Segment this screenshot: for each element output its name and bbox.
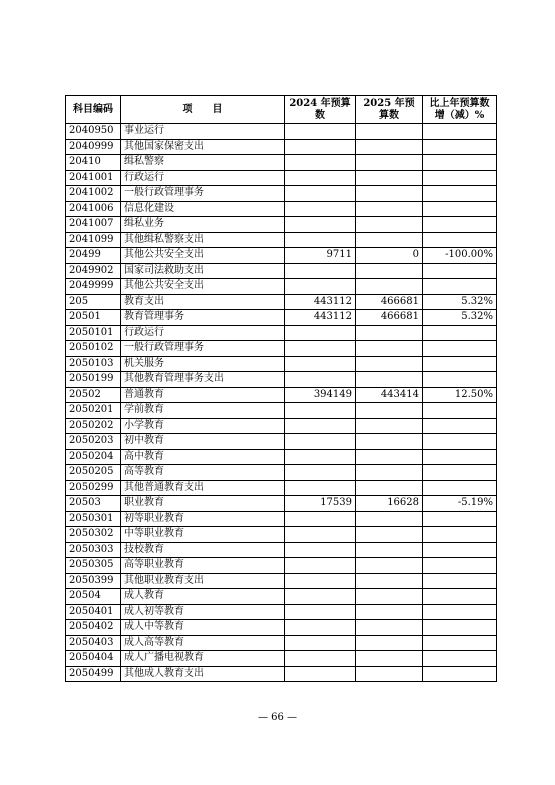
cell-change-percent [423, 341, 497, 357]
cell-change-percent [423, 325, 497, 341]
cell-code: 2050202 [66, 418, 121, 434]
cell-2024-budget [285, 558, 356, 574]
table-row [66, 527, 497, 543]
cell-2025-budget [356, 465, 423, 481]
cell-2024-budget: 9711 [285, 248, 356, 264]
cell-2024-budget: 394149 [285, 387, 356, 403]
cell-code: 2050302 [66, 527, 121, 543]
cell-change-percent [423, 186, 497, 202]
cell-item: 小学教育 [121, 418, 285, 434]
table-row [66, 139, 497, 155]
table-row [66, 248, 497, 264]
cell-2024-budget [285, 232, 356, 248]
cell-code: 2050305 [66, 558, 121, 574]
cell-2025-budget [356, 635, 423, 651]
cell-code: 2050299 [66, 480, 121, 496]
cell-change-percent [423, 155, 497, 171]
cell-change-percent: 5.32% [423, 294, 497, 310]
cell-change-percent [423, 465, 497, 481]
cell-2024-budget [285, 186, 356, 202]
table-row [66, 604, 497, 620]
cell-change-percent [423, 558, 497, 574]
cell-item: 教育管理事务 [121, 310, 285, 326]
cell-2025-budget [356, 325, 423, 341]
table-row [66, 496, 497, 512]
cell-2025-budget [356, 449, 423, 465]
cell-code: 2050499 [66, 666, 121, 682]
cell-change-percent [423, 279, 497, 295]
cell-2024-budget [285, 434, 356, 450]
cell-2024-budget [285, 666, 356, 682]
cell-2025-budget [356, 666, 423, 682]
header-2024-budget: 2024 年预算数 [285, 96, 356, 124]
cell-2024-budget [285, 139, 356, 155]
cell-2024-budget [285, 325, 356, 341]
cell-2025-budget [356, 170, 423, 186]
table-row [66, 372, 497, 388]
cell-2025-budget [356, 511, 423, 527]
cell-code: 2050301 [66, 511, 121, 527]
header-change-percent: 比上年预算数增（减）% [423, 96, 497, 124]
cell-item: 缉私警察 [121, 155, 285, 171]
cell-item: 普通教育 [121, 387, 285, 403]
cell-code: 2041006 [66, 201, 121, 217]
header-2025-budget: 2025 年预算数 [356, 96, 423, 124]
cell-2024-budget [285, 651, 356, 667]
table-row [66, 325, 497, 341]
cell-2025-budget [356, 434, 423, 450]
cell-change-percent [423, 139, 497, 155]
cell-2025-budget [356, 186, 423, 202]
cell-code: 2041007 [66, 217, 121, 233]
cell-2025-budget [356, 155, 423, 171]
cell-2024-budget [285, 589, 356, 605]
cell-code: 2050204 [66, 449, 121, 465]
cell-item: 缉私业务 [121, 217, 285, 233]
cell-2025-budget [356, 589, 423, 605]
cell-2024-budget [285, 418, 356, 434]
table-row [66, 558, 497, 574]
cell-change-percent [423, 372, 497, 388]
cell-change-percent [423, 403, 497, 419]
cell-2024-budget: 443112 [285, 310, 356, 326]
table-row [66, 434, 497, 450]
cell-2024-budget [285, 155, 356, 171]
cell-change-percent [423, 651, 497, 667]
cell-change-percent [423, 356, 497, 372]
cell-2024-budget [285, 217, 356, 233]
cell-code: 2049902 [66, 263, 121, 279]
cell-item: 初中教育 [121, 434, 285, 450]
cell-code: 20410 [66, 155, 121, 171]
table-row [66, 418, 497, 434]
cell-2025-budget: 443414 [356, 387, 423, 403]
cell-change-percent: -5.19% [423, 496, 497, 512]
cell-2024-budget [285, 527, 356, 543]
cell-item: 高等教育 [121, 465, 285, 481]
cell-code: 2050399 [66, 573, 121, 589]
cell-item: 一般行政管理事务 [121, 186, 285, 202]
cell-item: 事业运行 [121, 124, 285, 140]
cell-2024-budget [285, 573, 356, 589]
cell-item: 初等职业教育 [121, 511, 285, 527]
cell-change-percent [423, 232, 497, 248]
cell-2025-budget [356, 139, 423, 155]
cell-2025-budget [356, 418, 423, 434]
cell-2025-budget [356, 620, 423, 636]
cell-2025-budget: 466681 [356, 310, 423, 326]
cell-code: 2041099 [66, 232, 121, 248]
cell-code: 2050404 [66, 651, 121, 667]
table-row [66, 279, 497, 295]
cell-2024-budget [285, 372, 356, 388]
cell-change-percent [423, 449, 497, 465]
table-row [66, 465, 497, 481]
cell-change-percent [423, 170, 497, 186]
table-row [66, 573, 497, 589]
cell-2024-budget [285, 279, 356, 295]
cell-2024-budget [285, 480, 356, 496]
table-row [66, 341, 497, 357]
cell-code: 2049999 [66, 279, 121, 295]
page-number: — 66 — [257, 712, 298, 723]
table-row [66, 651, 497, 667]
table-row [66, 511, 497, 527]
cell-code: 2040999 [66, 139, 121, 155]
cell-change-percent [423, 263, 497, 279]
cell-2024-budget [285, 403, 356, 419]
cell-code: 2041002 [66, 186, 121, 202]
table-row [66, 232, 497, 248]
cell-change-percent [423, 480, 497, 496]
cell-2024-budget [285, 465, 356, 481]
table-row [66, 294, 497, 310]
cell-item: 行政运行 [121, 325, 285, 341]
cell-item: 成人教育 [121, 589, 285, 605]
cell-code: 20504 [66, 589, 121, 605]
cell-2024-budget [285, 124, 356, 140]
cell-code: 2041001 [66, 170, 121, 186]
cell-2025-budget: 466681 [356, 294, 423, 310]
cell-change-percent [423, 635, 497, 651]
cell-2024-budget [285, 263, 356, 279]
cell-2025-budget [356, 217, 423, 233]
cell-item: 成人中等教育 [121, 620, 285, 636]
cell-item: 教育支出 [121, 294, 285, 310]
cell-change-percent [423, 542, 497, 558]
cell-2024-budget: 443112 [285, 294, 356, 310]
cell-2025-budget [356, 604, 423, 620]
cell-code: 2050103 [66, 356, 121, 372]
cell-2025-budget [356, 372, 423, 388]
cell-item: 职业教育 [121, 496, 285, 512]
cell-2025-budget [356, 651, 423, 667]
cell-2025-budget [356, 356, 423, 372]
cell-code: 2050203 [66, 434, 121, 450]
cell-item: 行政运行 [121, 170, 285, 186]
table-row [66, 480, 497, 496]
cell-code: 2050303 [66, 542, 121, 558]
cell-2024-budget [285, 201, 356, 217]
table-row [66, 201, 497, 217]
table-row [66, 155, 497, 171]
cell-2024-budget [285, 511, 356, 527]
cell-code: 2050205 [66, 465, 121, 481]
cell-2024-budget [285, 170, 356, 186]
table-row [66, 310, 497, 326]
cell-item: 信息化建设 [121, 201, 285, 217]
cell-code: 2050402 [66, 620, 121, 636]
cell-item: 其他职业教育支出 [121, 573, 285, 589]
cell-item: 高等职业教育 [121, 558, 285, 574]
cell-item: 其他公共安全支出 [121, 248, 285, 264]
cell-2025-budget [356, 341, 423, 357]
cell-change-percent [423, 511, 497, 527]
header-item: 项 目 [121, 96, 285, 124]
cell-change-percent [423, 201, 497, 217]
table-row [66, 403, 497, 419]
table-header [66, 96, 497, 124]
cell-item: 成人初等教育 [121, 604, 285, 620]
cell-change-percent [423, 418, 497, 434]
cell-item: 国家司法救助支出 [121, 263, 285, 279]
cell-code: 2050403 [66, 635, 121, 651]
cell-change-percent [423, 573, 497, 589]
cell-code: 2050199 [66, 372, 121, 388]
cell-change-percent [423, 666, 497, 682]
budget-table [65, 95, 497, 682]
cell-2025-budget [356, 542, 423, 558]
cell-code: 2050102 [66, 341, 121, 357]
cell-2025-budget [356, 201, 423, 217]
cell-2024-budget [285, 449, 356, 465]
header-code: 科目编码 [66, 96, 121, 124]
table-row [66, 449, 497, 465]
cell-change-percent: 5.32% [423, 310, 497, 326]
cell-change-percent [423, 620, 497, 636]
cell-item: 高中教育 [121, 449, 285, 465]
cell-item: 成人高等教育 [121, 635, 285, 651]
cell-item: 一般行政管理事务 [121, 341, 285, 357]
cell-2024-budget [285, 620, 356, 636]
cell-2025-budget [356, 232, 423, 248]
table-row [66, 542, 497, 558]
table-body [66, 124, 497, 682]
cell-2024-budget [285, 356, 356, 372]
cell-item: 其他国家保密支出 [121, 139, 285, 155]
table-row [66, 263, 497, 279]
table-row [66, 620, 497, 636]
cell-code: 20502 [66, 387, 121, 403]
cell-2025-budget [356, 527, 423, 543]
cell-2025-budget [356, 558, 423, 574]
cell-item: 技校教育 [121, 542, 285, 558]
cell-2024-budget [285, 604, 356, 620]
cell-item: 中等职业教育 [121, 527, 285, 543]
table-row [66, 589, 497, 605]
cell-item: 成人广播电视教育 [121, 651, 285, 667]
table-row [66, 186, 497, 202]
cell-item: 机关服务 [121, 356, 285, 372]
cell-2025-budget [356, 263, 423, 279]
cell-code: 20503 [66, 496, 121, 512]
cell-code: 205 [66, 294, 121, 310]
cell-code: 2050101 [66, 325, 121, 341]
cell-item: 学前教育 [121, 403, 285, 419]
cell-2024-budget [285, 635, 356, 651]
table-row [66, 217, 497, 233]
cell-2025-budget [356, 279, 423, 295]
cell-code: 2040950 [66, 124, 121, 140]
table-row [66, 635, 497, 651]
table-row [66, 356, 497, 372]
table-row [66, 387, 497, 403]
cell-item: 其他成人教育支出 [121, 666, 285, 682]
table-row [66, 666, 497, 682]
cell-change-percent [423, 124, 497, 140]
cell-code: 20501 [66, 310, 121, 326]
cell-item: 其他缉私警察支出 [121, 232, 285, 248]
cell-code: 2050401 [66, 604, 121, 620]
cell-code: 2050201 [66, 403, 121, 419]
cell-change-percent [423, 604, 497, 620]
table-row [66, 124, 497, 140]
cell-2025-budget: 0 [356, 248, 423, 264]
cell-2025-budget [356, 480, 423, 496]
cell-2025-budget [356, 573, 423, 589]
cell-2025-budget [356, 124, 423, 140]
cell-code: 20499 [66, 248, 121, 264]
cell-change-percent: 12.50% [423, 387, 497, 403]
cell-item: 其他公共安全支出 [121, 279, 285, 295]
cell-2024-budget [285, 341, 356, 357]
cell-2024-budget: 17539 [285, 496, 356, 512]
cell-change-percent [423, 527, 497, 543]
cell-item: 其他普通教育支出 [121, 480, 285, 496]
cell-change-percent [423, 434, 497, 450]
cell-change-percent [423, 589, 497, 605]
header-row [66, 96, 497, 124]
cell-2024-budget [285, 542, 356, 558]
cell-item: 其他教育管理事务支出 [121, 372, 285, 388]
cell-2025-budget [356, 403, 423, 419]
table-row [66, 170, 497, 186]
cell-change-percent [423, 217, 497, 233]
cell-change-percent: -100.00% [423, 248, 497, 264]
cell-2025-budget: 16628 [356, 496, 423, 512]
